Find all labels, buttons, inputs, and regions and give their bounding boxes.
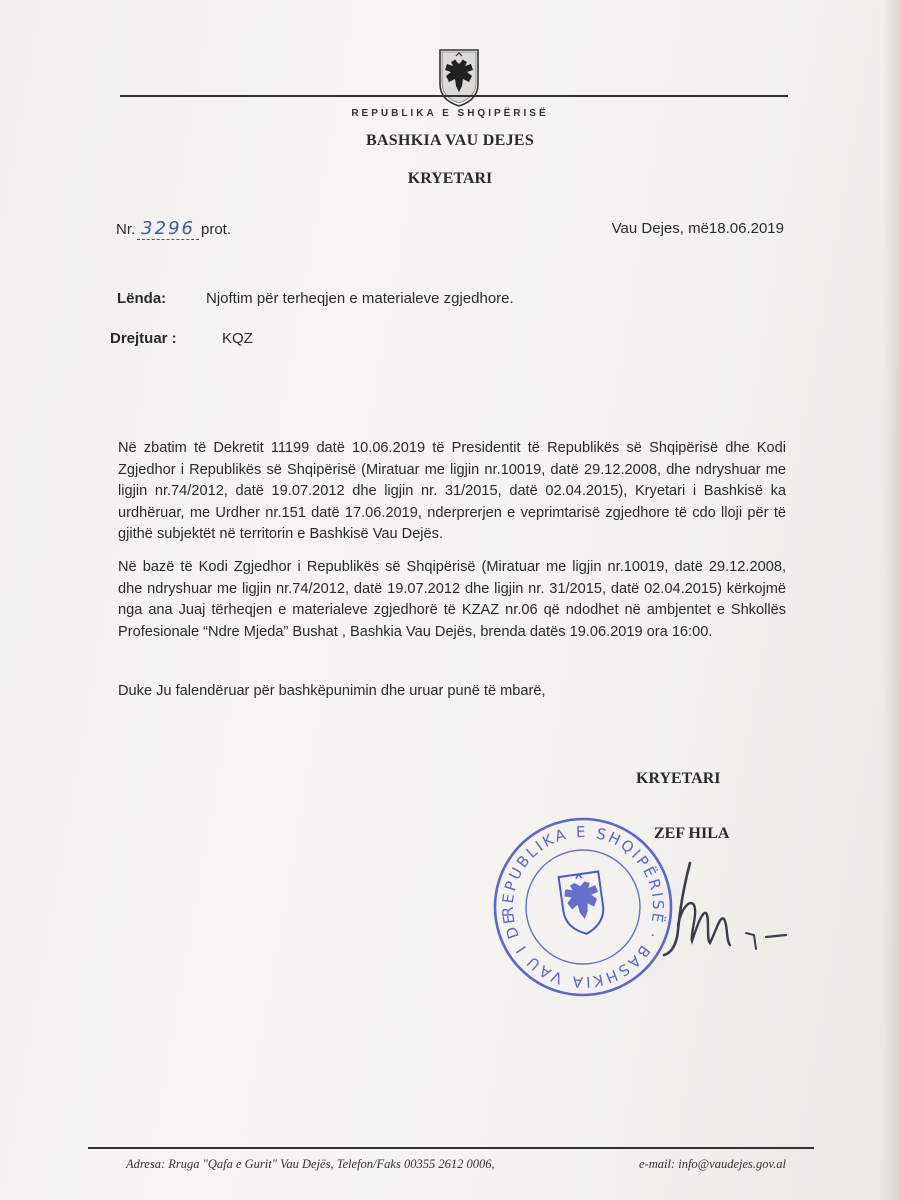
handwritten-signature-icon (650, 855, 800, 965)
addressee-label: Drejtuar : (110, 330, 177, 347)
protocol-prefix: Nr. (116, 221, 136, 238)
republic-heading: REPUBLIKA E SHQIPËRISË (351, 108, 549, 119)
footer-address: Adresa: Rruga "Qafa e Gurit" Vau Dejës, Telefon/Faks 00355 2612 0006, (126, 1157, 495, 1171)
body-paragraph-1: Në zbatim të Dekretit 11199 datë 10.06.2019 të Presidentit të Republikës së Shqipërisë dhe Kodi Zgjedhor i Republikës së Shqipërisë (Miratuar me ligjin nr.10019, datë 29.12.2008, dhe ndryshuar me ligjin nr.74/2012, datë 19.07.2012 dhe ligjin nr. 31/2015, datë 02.04.2015), Kryetari i Bashkisë ka urdhëruar, me Urdher nr.151 datë 17.06.2019, nderprerjen e veprimtarisë zgjedhore të cdo lloji për të gjithë subjektët në territorin e Bashkisë Vau Dejës. (118, 440, 786, 542)
addressee-value: KQZ (222, 330, 253, 347)
protocol-suffix: prot. (200, 221, 231, 238)
protocol-number (116, 218, 231, 240)
closing-line: Duke Ju falendëruar për bashkëpunimin dhe uruar punë të mbarë, (118, 683, 546, 699)
place-and-date: Vau Dejes, më18.06.2019 (611, 220, 784, 237)
body-paragraph-2: Në bazë të Kodi Zgjedhor i Republikës së Shqipërisë (Miratuar me ligjin nr.10019, datë 29.12.2008, dhe ndryshuar me ligjin nr.74/2012, datë 19.07.2012 dhe ligjin nr. 31/2015, datë 02.04.2015) kërkojmë nga ana Juaj tërheqjen e materialeve zgjedhorë të KZAZ nr.06 që ndodhet në ambjentet e Shkollës Profesionale “Ndre Mjeda” Bushat , Bashkia Vau Dejës, brenda datës 19.06.2019 ora 16:00. (118, 559, 786, 640)
municipality-heading: BASHKIA VAU DEJES (365, 132, 535, 149)
header-divider (120, 95, 788, 97)
footer-email: e-mail: info@vaudejes.gov.al (639, 1157, 786, 1171)
stamp-ring-text: REPUBLIKA E SHQIPËRISË · BASHKIA VAU I DEJËS (498, 822, 668, 992)
office-heading: KRYETARI (407, 170, 493, 187)
footer-divider (88, 1147, 814, 1149)
coat-of-arms-icon (436, 46, 482, 108)
protocol-handwritten-number: 3296 (137, 218, 199, 240)
signatory-name: ZEF HILA (654, 825, 730, 842)
subject-label: Lënda: (117, 290, 167, 307)
subject-row (117, 290, 787, 310)
addressee-row (110, 330, 780, 350)
signatory-title: KRYETARI (636, 770, 721, 787)
subject-value: Njoftim për terheqjen e materialeve zgjedhore. (206, 290, 514, 307)
